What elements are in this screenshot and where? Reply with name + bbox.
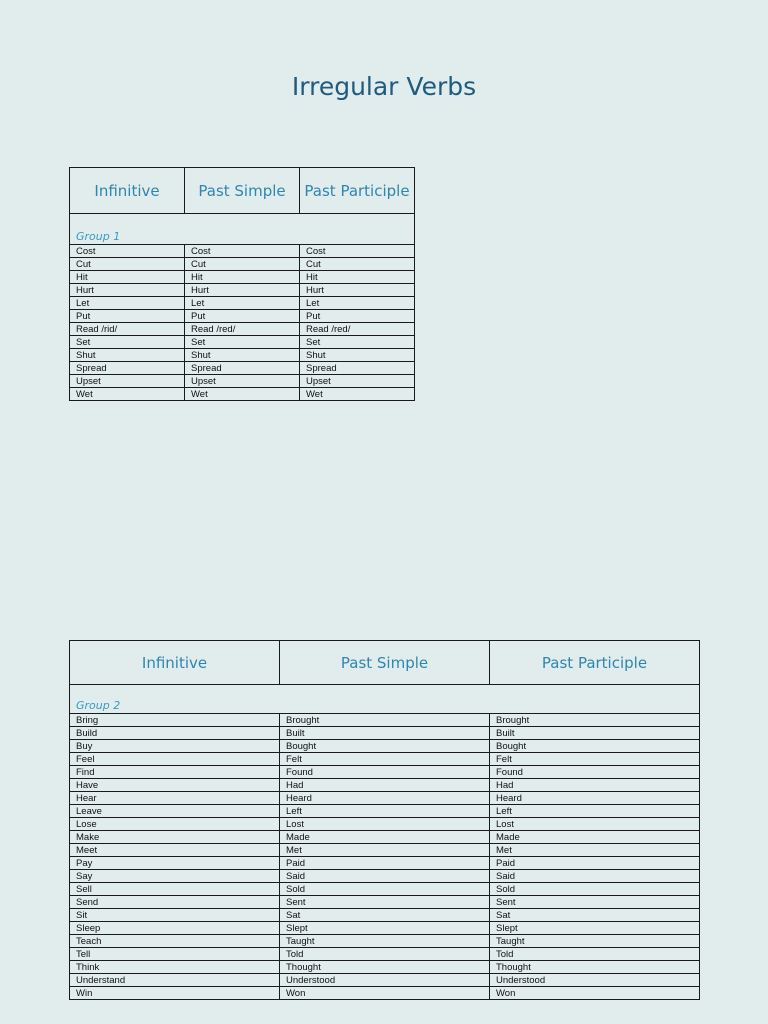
infinitive-cell: Put [70,310,185,323]
table-row [70,987,700,1000]
table-row [70,805,700,818]
past-participle-cell: Lost [490,818,700,831]
past-participle-cell: Felt [490,753,700,766]
past-simple-cell: Thought [280,961,490,974]
header-infinitive: Infinitive [70,168,185,214]
table-row [70,870,700,883]
table-row [70,310,415,323]
table-row [70,753,700,766]
past-participle-cell: Set [300,336,415,349]
table-row [70,766,700,779]
table-row [70,258,415,271]
past-simple-cell: Said [280,870,490,883]
table-row [70,349,415,362]
past-simple-cell: Slept [280,922,490,935]
past-participle-cell: Sent [490,896,700,909]
infinitive-cell: Understand [70,974,280,987]
infinitive-cell: Win [70,987,280,1000]
infinitive-cell: Cut [70,258,185,271]
table-row [70,271,415,284]
past-simple-cell: Taught [280,935,490,948]
past-simple-cell: Met [280,844,490,857]
infinitive-cell: Meet [70,844,280,857]
table-row [70,883,700,896]
infinitive-cell: Sit [70,909,280,922]
past-simple-cell: Hit [185,271,300,284]
past-simple-cell: Understood [280,974,490,987]
past-simple-cell: Sold [280,883,490,896]
past-simple-cell: Read /red/ [185,323,300,336]
past-simple-cell: Told [280,948,490,961]
group-row [70,214,415,245]
infinitive-cell: Spread [70,362,185,375]
page-title: Irregular Verbs [291,72,477,101]
past-participle-cell: Wet [300,388,415,401]
past-simple-cell: Let [185,297,300,310]
past-participle-cell: Taught [490,935,700,948]
infinitive-cell: Send [70,896,280,909]
past-participle-cell: Thought [490,961,700,974]
infinitive-cell: Build [70,727,280,740]
past-participle-cell: Hurt [300,284,415,297]
past-simple-cell: Brought [280,714,490,727]
table-row [70,857,700,870]
infinitive-cell: Hear [70,792,280,805]
table-row [70,909,700,922]
infinitive-cell: Teach [70,935,280,948]
past-simple-cell: Wet [185,388,300,401]
past-simple-cell: Had [280,779,490,792]
past-simple-cell: Shut [185,349,300,362]
past-simple-cell: Cost [185,245,300,258]
past-participle-cell: Put [300,310,415,323]
header-past-participle: Past Participle [300,168,415,214]
past-participle-cell: Slept [490,922,700,935]
past-participle-cell: Told [490,948,700,961]
table-row [70,974,700,987]
infinitive-cell: Sell [70,883,280,896]
past-simple-cell: Left [280,805,490,818]
past-simple-cell: Hurt [185,284,300,297]
table-row [70,961,700,974]
infinitive-cell: Sleep [70,922,280,935]
past-simple-cell: Made [280,831,490,844]
infinitive-cell: Shut [70,349,185,362]
past-participle-cell: Heard [490,792,700,805]
past-participle-cell: Hit [300,271,415,284]
past-simple-cell: Felt [280,753,490,766]
group-label: Group 2 [70,685,700,714]
past-participle-cell: Sold [490,883,700,896]
past-participle-cell: Left [490,805,700,818]
header-past-participle: Past Participle [490,641,700,685]
infinitive-cell: Feel [70,753,280,766]
past-participle-cell: Upset [300,375,415,388]
past-participle-cell: Said [490,870,700,883]
infinitive-cell: Think [70,961,280,974]
table-row [70,792,700,805]
table-row [70,831,700,844]
table-header-row [70,641,700,685]
infinitive-cell: Lose [70,818,280,831]
past-simple-cell: Put [185,310,300,323]
infinitive-cell: Bring [70,714,280,727]
past-simple-cell: Won [280,987,490,1000]
table-row [70,245,415,258]
past-participle-cell: Understood [490,974,700,987]
infinitive-cell: Leave [70,805,280,818]
table-row [70,740,700,753]
table-row [70,727,700,740]
header-infinitive: Infinitive [70,641,280,685]
past-participle-cell: Brought [490,714,700,727]
infinitive-cell: Buy [70,740,280,753]
infinitive-cell: Find [70,766,280,779]
table-row [70,948,700,961]
infinitive-cell: Read /rid/ [70,323,185,336]
infinitive-cell: Pay [70,857,280,870]
past-simple-cell: Paid [280,857,490,870]
past-participle-cell: Made [490,831,700,844]
table-row [70,284,415,297]
past-participle-cell: Found [490,766,700,779]
group-row [70,685,700,714]
table-row [70,779,700,792]
infinitive-cell: Say [70,870,280,883]
infinitive-cell: Make [70,831,280,844]
verb-table-group-2 [69,640,700,1000]
table-row [70,388,415,401]
past-simple-cell: Cut [185,258,300,271]
infinitive-cell: Let [70,297,185,310]
header-past-simple: Past Simple [280,641,490,685]
past-participle-cell: Won [490,987,700,1000]
past-participle-cell: Sat [490,909,700,922]
past-participle-cell: Paid [490,857,700,870]
infinitive-cell: Upset [70,375,185,388]
past-participle-cell: Had [490,779,700,792]
table-row [70,818,700,831]
infinitive-cell: Set [70,336,185,349]
past-simple-cell: Found [280,766,490,779]
past-simple-cell: Sat [280,909,490,922]
past-participle-cell: Spread [300,362,415,375]
past-simple-cell: Upset [185,375,300,388]
past-participle-cell: Cost [300,245,415,258]
past-participle-cell: Read /red/ [300,323,415,336]
past-participle-cell: Bought [490,740,700,753]
infinitive-cell: Hit [70,271,185,284]
past-participle-cell: Cut [300,258,415,271]
table-row [70,922,700,935]
past-simple-cell: Set [185,336,300,349]
table-row [70,935,700,948]
table-row [70,323,415,336]
past-simple-cell: Sent [280,896,490,909]
infinitive-cell: Wet [70,388,185,401]
past-simple-cell: Spread [185,362,300,375]
past-participle-cell: Met [490,844,700,857]
infinitive-cell: Have [70,779,280,792]
table-row [70,362,415,375]
past-simple-cell: Lost [280,818,490,831]
past-participle-cell: Shut [300,349,415,362]
infinitive-cell: Cost [70,245,185,258]
table-row [70,844,700,857]
table-row [70,336,415,349]
past-participle-cell: Let [300,297,415,310]
table-row [70,375,415,388]
past-simple-cell: Built [280,727,490,740]
infinitive-cell: Hurt [70,284,185,297]
table-row [70,297,415,310]
header-past-simple: Past Simple [185,168,300,214]
past-simple-cell: Heard [280,792,490,805]
verb-table-group-1 [69,167,415,401]
table-row [70,896,700,909]
past-participle-cell: Built [490,727,700,740]
group-label: Group 1 [70,214,415,245]
infinitive-cell: Tell [70,948,280,961]
table-header-row [70,168,415,214]
table-row [70,714,700,727]
past-simple-cell: Bought [280,740,490,753]
